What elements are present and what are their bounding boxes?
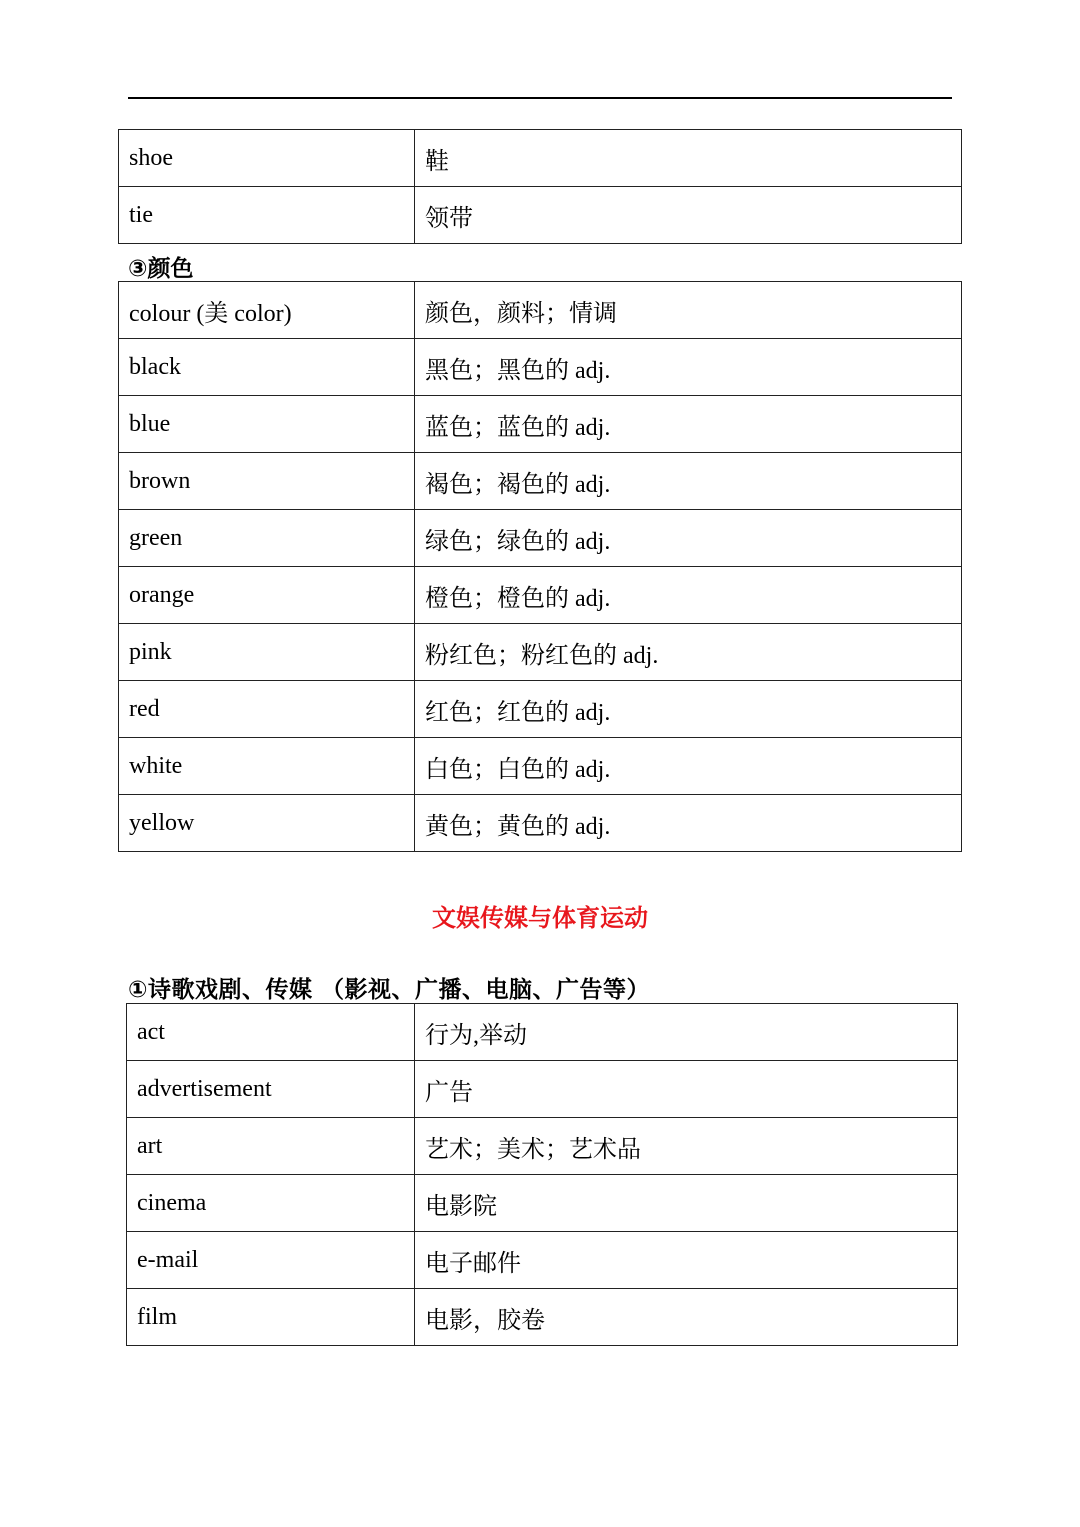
table-row bbox=[119, 624, 962, 681]
chinese-meaning-cell: 电影院 bbox=[415, 1175, 958, 1232]
english-word-cell: black bbox=[119, 339, 415, 396]
english-word-cell: white bbox=[119, 738, 415, 795]
table-row bbox=[119, 282, 962, 339]
vocab-table-body bbox=[119, 282, 962, 852]
table-row bbox=[119, 795, 962, 852]
vocab-table-clothing bbox=[118, 129, 962, 244]
table-row bbox=[127, 1289, 958, 1346]
chinese-meaning-cell: 红色；红色的 adj. bbox=[415, 681, 962, 738]
table-row bbox=[119, 510, 962, 567]
english-word-cell: advertisement bbox=[127, 1061, 415, 1118]
english-word-cell: pink bbox=[119, 624, 415, 681]
table-row bbox=[119, 681, 962, 738]
vocab-table-media bbox=[126, 1003, 958, 1346]
table-row bbox=[119, 453, 962, 510]
english-word-cell: yellow bbox=[119, 795, 415, 852]
chinese-meaning-cell: 颜色，颜料；情调 bbox=[415, 282, 962, 339]
chinese-meaning-cell: 黑色；黑色的 adj. bbox=[415, 339, 962, 396]
chinese-meaning-cell: 电子邮件 bbox=[415, 1232, 958, 1289]
english-word-cell: brown bbox=[119, 453, 415, 510]
english-word-cell: e-mail bbox=[127, 1232, 415, 1289]
table-row bbox=[119, 339, 962, 396]
english-word-cell: tie bbox=[119, 187, 415, 244]
english-word-cell: cinema bbox=[127, 1175, 415, 1232]
table-row bbox=[119, 130, 962, 187]
section-heading-colour: ③颜色 bbox=[128, 256, 194, 282]
english-word-cell: green bbox=[119, 510, 415, 567]
chinese-meaning-cell: 粉红色；粉红色的 adj. bbox=[415, 624, 962, 681]
page-header-rule bbox=[128, 97, 952, 99]
chinese-meaning-cell: 褐色；褐色的 adj. bbox=[415, 453, 962, 510]
table-row bbox=[119, 187, 962, 244]
chinese-meaning-cell: 黄色；黄色的 adj. bbox=[415, 795, 962, 852]
table-row bbox=[119, 396, 962, 453]
table-row bbox=[127, 1061, 958, 1118]
vocab-table-body bbox=[119, 130, 962, 244]
section-heading-media: ①诗歌戏剧、传媒 （影视、广播、电脑、广告等） bbox=[128, 977, 650, 1003]
table-row bbox=[127, 1118, 958, 1175]
chapter-title: 文娱传媒与体育运动 bbox=[432, 904, 648, 932]
chinese-meaning-cell: 艺术；美术；艺术品 bbox=[415, 1118, 958, 1175]
chinese-meaning-cell: 橙色；橙色的 adj. bbox=[415, 567, 962, 624]
english-word-cell: orange bbox=[119, 567, 415, 624]
chinese-meaning-cell: 广告 bbox=[415, 1061, 958, 1118]
vocab-table-body bbox=[127, 1004, 958, 1346]
table-row bbox=[127, 1232, 958, 1289]
english-word-cell: act bbox=[127, 1004, 415, 1061]
chinese-meaning-cell: 蓝色；蓝色的 adj. bbox=[415, 396, 962, 453]
english-word-cell: colour (美 color) bbox=[119, 282, 415, 339]
vocab-table-colour bbox=[118, 281, 962, 852]
english-word-cell: art bbox=[127, 1118, 415, 1175]
chinese-meaning-cell: 电影，胶卷 bbox=[415, 1289, 958, 1346]
table-row bbox=[127, 1004, 958, 1061]
chinese-meaning-cell: 领带 bbox=[415, 187, 962, 244]
english-word-cell: blue bbox=[119, 396, 415, 453]
chinese-meaning-cell: 鞋 bbox=[415, 130, 962, 187]
chinese-meaning-cell: 行为,举动 bbox=[415, 1004, 958, 1061]
english-word-cell: red bbox=[119, 681, 415, 738]
english-word-cell: shoe bbox=[119, 130, 415, 187]
chinese-meaning-cell: 绿色；绿色的 adj. bbox=[415, 510, 962, 567]
table-row bbox=[119, 567, 962, 624]
chinese-meaning-cell: 白色；白色的 adj. bbox=[415, 738, 962, 795]
table-row bbox=[119, 738, 962, 795]
table-row bbox=[127, 1175, 958, 1232]
english-word-cell: film bbox=[127, 1289, 415, 1346]
